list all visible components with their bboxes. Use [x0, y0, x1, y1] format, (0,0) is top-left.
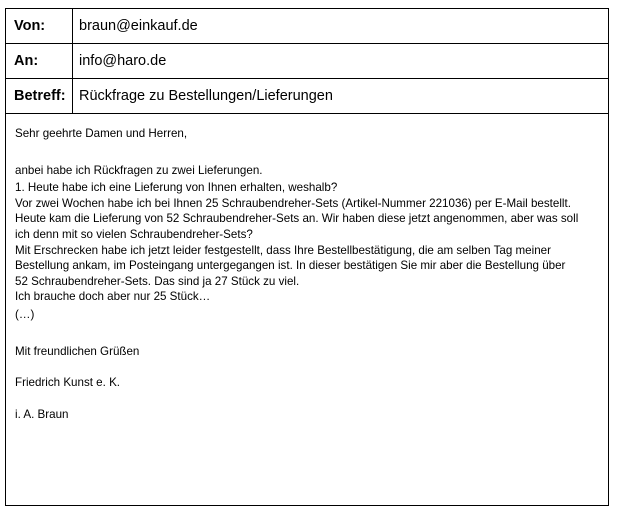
subject-label: Betreff:: [6, 79, 73, 114]
body-line: 1. Heute habe ich eine Lieferung von Ihnen erhalten, weshalb?: [15, 181, 338, 195]
subject-value: Rückfrage zu Bestellungen/Lieferungen: [73, 79, 609, 114]
body-line: 52 Schraubendreher-Sets. Das sind ja 27 Stück zu viel.: [15, 274, 300, 288]
body-line: Mit Erschrecken habe ich jetzt leider festgestellt, dass Ihre Bestellbestätigung, die am selben Tag meiner: [15, 243, 551, 257]
body-line: ich denn mit so vielen Schraubendreher-Sets?: [15, 227, 253, 241]
to-row: [6, 44, 608, 79]
ellipsis-text: (…): [15, 307, 35, 321]
blank-line: [15, 391, 600, 407]
to-value: info@haro.de: [73, 44, 609, 79]
body-line: Bestellung ankam, im Posteingang untergegangen ist. In dieser bestätigen Sie mir aber die Bestellung über: [15, 259, 566, 273]
body-line: Ich brauche doch aber nur 25 Stück…: [15, 290, 211, 304]
company-name: Friedrich Kunst e. K.: [15, 376, 121, 390]
blank-line: [15, 359, 600, 375]
blank-line: [15, 323, 600, 344]
intro-text: anbei habe ich Rückfragen zu zwei Lieferungen.: [15, 163, 263, 177]
body-line: Vor zwei Wochen habe ich bei Ihnen 25 Schraubendreher-Sets (Artikel-Nummer 221036) per E-Mail bestellt.: [15, 196, 571, 210]
body-line: Heute kam die Lieferung von 52 Schraubendreher-Sets an. Wir haben diese jetzt angenommen, aber was soll: [15, 212, 579, 226]
email-header: [6, 9, 608, 114]
blank-line: [15, 142, 600, 163]
from-label: Von:: [6, 9, 73, 44]
from-value: braun@einkauf.de: [73, 9, 609, 44]
signature: i. A. Braun: [15, 407, 69, 421]
closing-text: Mit freundlichen Grüßen: [15, 344, 140, 358]
greeting: Sehr geehrte Damen und Herren,: [15, 127, 188, 140]
from-row: [6, 9, 608, 44]
email-document: [5, 8, 609, 506]
email-body: [6, 114, 608, 422]
to-label: An:: [6, 44, 73, 79]
subject-row: [6, 79, 608, 114]
